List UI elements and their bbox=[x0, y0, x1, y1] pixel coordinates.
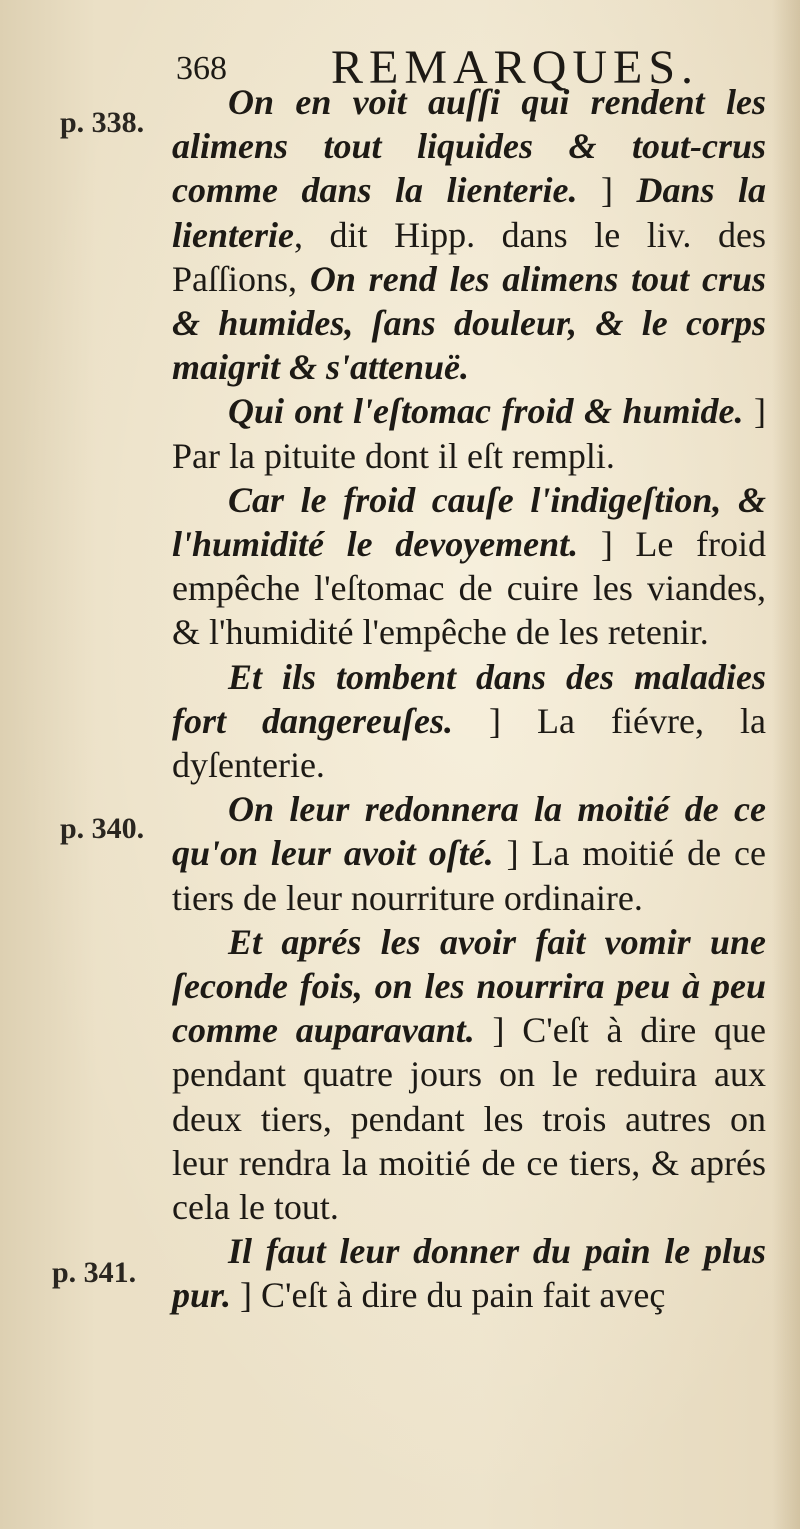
margin-note-p340: p. 340. bbox=[60, 812, 145, 845]
comment-1b: , dit Hipp. dans le liv. des Paſſions, bbox=[172, 214, 766, 299]
running-head: REMARQUES. bbox=[331, 41, 700, 94]
page-edge-shadow bbox=[772, 0, 800, 1529]
lemma-1: On en voit auſſi qui rendent les alimens tout liquides & tout-crus comme dans la lienterie. bbox=[172, 82, 766, 211]
comment-4: ] La fiévre, la dyſenterie. bbox=[172, 700, 766, 786]
lemma-4: Et ils tombent dans des maladies fort dangereuſes. bbox=[172, 656, 766, 741]
paragraph-3 bbox=[172, 478, 766, 655]
paragraph-4 bbox=[172, 655, 766, 788]
lemma-5: On leur redonnera la moitié de ce qu'on leur avoit oſté. bbox=[172, 789, 766, 874]
paragraph-1 bbox=[172, 80, 766, 389]
comment-5: ] La moitié de ce tiers de leur nourriture ordinaire. bbox=[172, 833, 766, 918]
comment-3: ] Le froid empêche l'eſtomac de cuire les viandes, & l'humidité l'empêche de les retenir. bbox=[172, 524, 766, 653]
comment-1-italic-a: Dans la lienterie bbox=[172, 170, 766, 255]
lemma-6: Et aprés les avoir fait vomir une ſeconde fois, on les nourrira peu à peu comme auparavant. bbox=[172, 921, 766, 1051]
lemma-2: Qui ont l'eſtomac froid & humide. bbox=[228, 391, 744, 432]
comment-6: ] C'eſt à dire que pendant quatre jours on le reduira aux deux tiers, pendant les trois autres on leur rendra la moitié de ce tiers, & aprés cela le tout. bbox=[172, 1010, 766, 1228]
lemma-3: Car le froid cauſe l'indigeſtion, & l'humidité le devoyement. bbox=[172, 479, 766, 565]
body-text bbox=[172, 80, 766, 1318]
comment-2: ] Par la pituite dont il eſt rempli. bbox=[172, 391, 766, 476]
page-number: 368 bbox=[176, 50, 227, 87]
comment-7: ] C'eſt à dire du pain fait aveç bbox=[240, 1275, 666, 1316]
margin-note-p338: p. 338. bbox=[60, 106, 145, 139]
comment-1-italic-b: On rend les alimens tout crus & humides, ſans douleur, & le corps maigrit & s'attenuë. bbox=[172, 258, 766, 388]
paragraph-7 bbox=[172, 1229, 766, 1317]
paragraph-2 bbox=[172, 389, 766, 477]
comment-1a: ] bbox=[600, 170, 637, 211]
margin-note-p341: p. 341. bbox=[52, 1256, 137, 1289]
lemma-7: Il faut leur donner du pain le plus pur. bbox=[172, 1231, 766, 1316]
paragraph-5 bbox=[172, 787, 766, 920]
paragraph-6 bbox=[172, 920, 766, 1229]
